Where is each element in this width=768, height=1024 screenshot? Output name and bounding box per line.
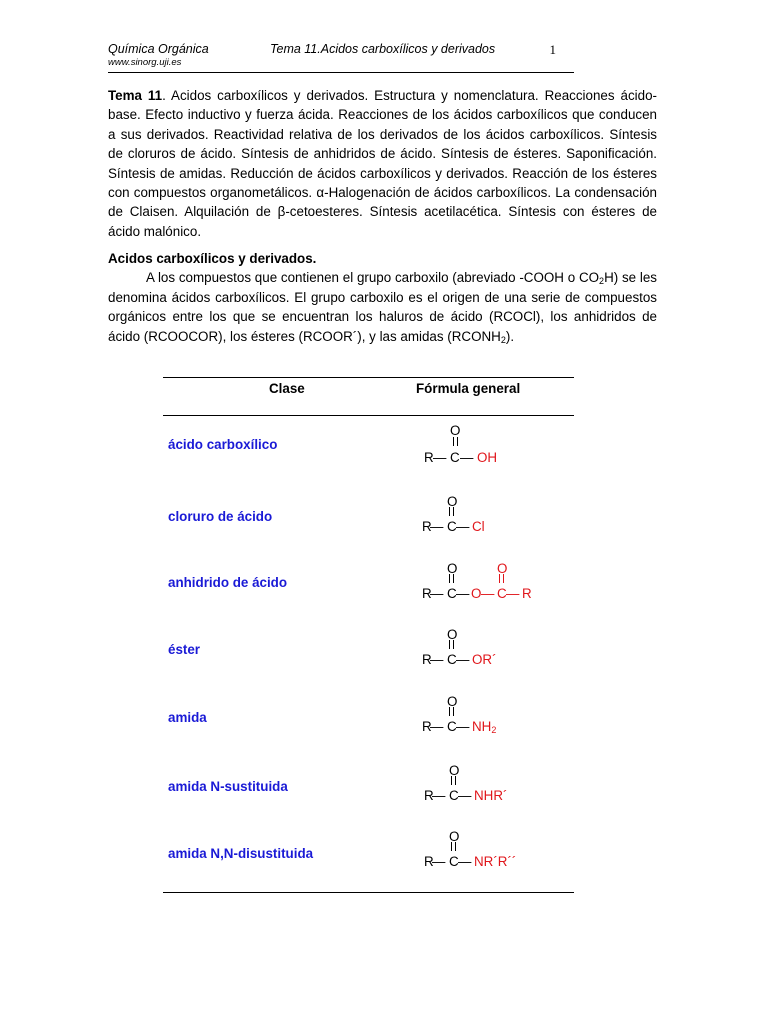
alpha-symbol: α [316,185,325,201]
class-amida-n-sustituida: amida N-sustituida [168,779,288,794]
atom-c: C [449,788,459,803]
class-ester: éster [168,642,201,657]
class-amida-nn-disustituida: amida N,N-disustituida [168,846,314,861]
double-bond [449,507,454,516]
topic-summary: Tema 11. Acidos carboxílicos y derivados. Estructura y nomenclatura. Reacciones ácido-base. Efecto inductivo y fuerza ácida. Reacciones de los ácidos carboxílicos que conducen a sus derivados. Reactividad relativa de los derivados de los ácidos carboxílicos. Síntesis de cloruros de ácido. Síntesis de anhidridos de ácido. Síntesis de ésteres. Saponificación. Síntesis de amidas. Reducción de ácidos carboxílicos y derivados. Reacción de los ésteres con compuestos organometálicos. α-Halogenación de ácidos carboxílicos. La condensación de Claisen. Alquilación de β-cetoesteres. Síntesis acetilacética. Síntesis con ésteres de ácido malónico. [108,88,658,239]
atom-c: C [447,586,457,601]
group-oh: OH [477,450,498,465]
atom-c: C [447,519,457,534]
header-formula: Fórmula general [416,381,521,396]
group-carbonyl-o: O [497,561,508,576]
page-number: 1 [549,42,556,57]
group-carbonyl-c: C [497,586,507,601]
group-bridge-o: O [471,586,482,601]
class-amida: amida [168,710,207,725]
atom-r: R [422,719,432,734]
website-url: www.sinorg.uji.es [108,57,182,68]
atom-c: C [447,719,457,734]
class-acido-carboxilico: ácido carboxílico [168,437,278,452]
page-header [108,42,574,73]
beta-symbol: β [277,204,286,220]
atom-o: O [447,494,458,509]
group-r: R [522,586,532,601]
formula-cloruro-de-acido: O R — C — Cl [422,494,485,534]
double-bond [451,842,456,851]
formula-acido-carboxilico: O R — C — OH [424,423,498,465]
atom-r: R [422,652,432,667]
atom-r: R [422,519,432,534]
section-title: Acidos carboxílicos y derivados. [108,251,317,266]
double-bond [449,640,454,649]
header-clase: Clase [269,381,305,396]
atom-o: O [450,423,461,438]
atom-o: O [449,763,460,778]
topic-label: Tema 11 [108,88,163,103]
table-header-rule [163,415,574,416]
atom-o: O [447,694,458,709]
topic-title: Tema 11.Acidos carboxílicos y derivados [270,42,496,56]
atom-c: C [447,652,457,667]
atom-o: O [449,829,460,844]
formula-amida-n-sustituida: O R — C — NHR´ [424,763,508,803]
atom-r: R [424,854,434,869]
derivatives-table [163,377,574,893]
atom-o: O [447,561,458,576]
atom-c: C [450,450,460,465]
atom-o: O [447,627,458,642]
group-or: OR´ [472,652,497,667]
formula-anhidrido-de-acido: O R — C — O — O C — R [422,561,532,601]
formula-amida-nn-disustituida: O R — C — NR´R´´ [424,829,517,869]
double-bond-red [499,574,504,583]
double-bond [453,437,458,446]
formula-amida: O R — C — $NH_2$ [422,694,497,735]
class-cloruro-de-acido: cloruro de ácido [168,509,273,524]
course-title: Química Orgánica [108,42,209,56]
atom-r: R [424,788,434,803]
formula-ester: O R — C — OR´ [422,627,497,667]
class-anhidrido-de-acido: anhidrido de ácido [168,575,288,590]
group-nrr: NR´R´´ [474,854,517,869]
double-bond [449,574,454,583]
double-bond [451,776,456,785]
group-cl: Cl [472,519,485,534]
section-paragraph: A los compuestos que contienen el grupo carboxilo (abreviado -COOH o $CO_2H$) se les denomina ácidos carboxílicos. El grupo carboxilo es el origen de una serie de compuestos orgánicos entre los que se encuentran los haluros de ácido (RCOCl), los anhidridos de ácido (RCOOCOR), los ésteres (RCOOR´), y las amidas $(RCONH_2)$. [108,270,657,345]
group-nhr: NHR´ [474,788,508,803]
double-bond [449,707,454,716]
atom-c: C [449,854,459,869]
group-nh2: $NH_2$ [472,719,497,735]
atom-r: R [424,450,434,465]
table-top-rule [163,377,574,378]
table-bottom-rule [163,892,574,893]
atom-r: R [422,586,432,601]
